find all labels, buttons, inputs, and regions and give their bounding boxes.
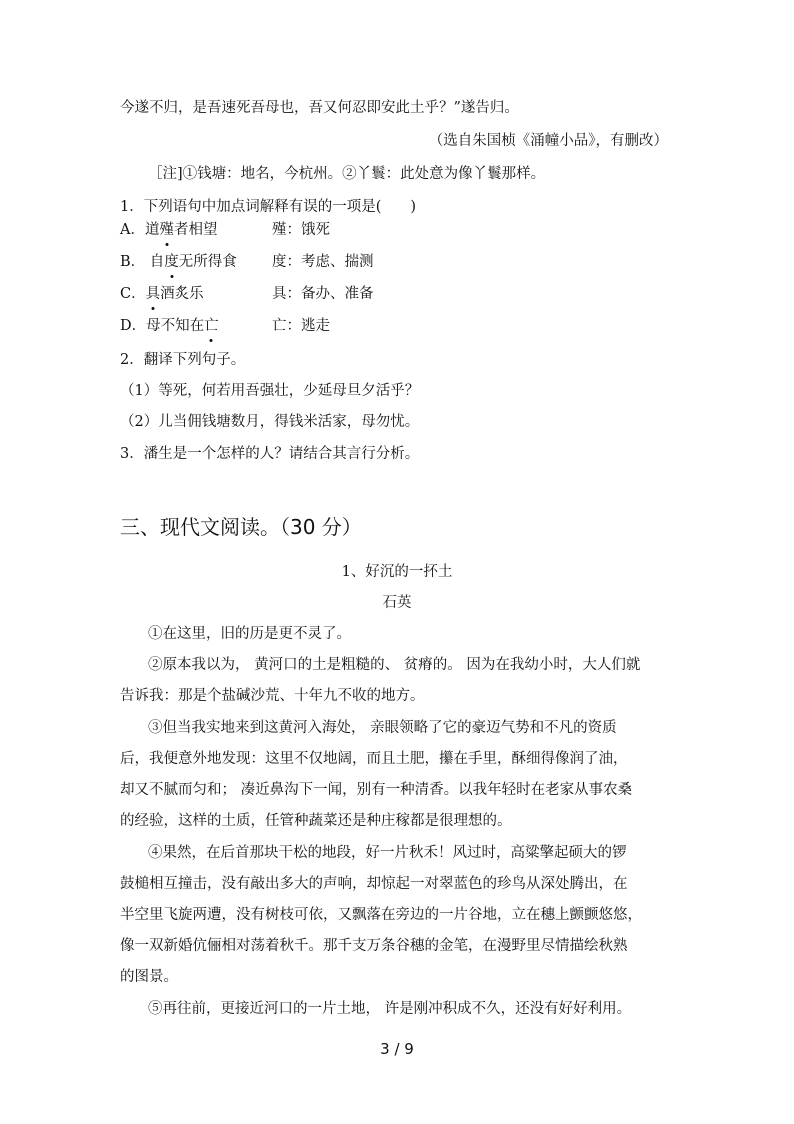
question-3-stem: 3．潘生是一个怎样的人？请结合其言行分析。 [120,446,420,462]
question-1-stem: 1．下列语句中加点词解释有误的一项是( ) [120,199,417,215]
option-c-gloss: 具：备办、准备 [272,286,374,302]
option-b-gloss: 度：考虑、揣测 [272,254,374,270]
option-a-dotted-word: 殣 [159,222,174,238]
option-c-dotted-word: 具 [145,286,161,302]
option-a-text: A．道 [120,222,160,238]
paragraph-line: 后，我便意外地发现：这里不仅地阔，而且土肥，攥在手里，酥细得像润了油， [120,751,628,767]
option-b-text: B． 自 [120,254,165,270]
option-b [120,252,680,272]
option-d [120,316,680,336]
option-c-text-rest: 酒炙乐 [160,286,204,302]
option-d-gloss: 亡：逃走 [272,318,330,334]
paragraph-line: 半空里飞旋两遭，没有树枝可依，又飘落在旁边的一片谷地，立在穗上颤颤悠悠， [120,907,642,923]
article-title: 1、好沉的一抔土 [341,564,453,580]
option-a-text-rest: 者相望 [173,222,218,238]
option-c [120,284,680,304]
article-author: 石英 [382,595,412,611]
paragraph-line: 像一双新婚伉俪相对荡着秋千。那千支万条谷穗的金笔，在漫野里尽情描绘秋熟 [120,938,628,954]
passage-line: 今遂不归，是吾速死吾母也，吾又何忍即安此土乎？”遂告归。 [120,100,519,116]
question-2-stem: 2．翻译下列句子。 [120,352,246,368]
option-b-dotted-word: 度 [164,254,179,270]
paragraph-line: ⑤再往前，更接近河口的一片土地， 许是刚冲积成不久，还没有好好利用。 [148,1001,632,1017]
option-a-gloss: 殣：饿死 [272,222,330,238]
option-c-text: C． [120,286,146,302]
paragraph-line: 的图景。 [120,969,178,985]
paragraph-line: 却又不腻而匀和； 凑近鼻沟下一闻，别有一种清香。以我年轻时在老家从事农桑 [120,782,633,798]
question-2-sentence-1: （1）等死，何若用吾强壮，少延母旦夕活乎？ [120,383,420,399]
paragraph-line: ②原本我以为， 黄河口的土是粗糙的、 贫瘠的。 因为在我幼小时，大人们就 [148,657,641,673]
question-2-sentence-2: （2）儿当佣钱塘数月，得钱米活家，母勿忧。 [120,414,420,430]
paragraph-line: ④果然，在后首那块干松的地段，好一片秋禾！风过时，高粱擎起硕大的锣 [148,845,627,861]
paragraph-line: ①在这里，旧的历是更不灵了。 [148,626,351,642]
paragraph-line: 的经验，这样的土质，任管种蔬菜还是种庄稼都是很理想的。 [120,813,512,829]
paragraph-line: 告诉我：那是个盐碱沙荒、十年九不收的地方。 [120,688,425,704]
option-d-dotted-word: 亡 [204,318,219,334]
option-a [120,220,680,240]
section-heading: 三、现代文阅读。（30 分） [120,515,362,539]
option-d-text: D．母不知在 [120,318,205,334]
source-citation: （选自朱国桢《涌幢小品》，有删改） [428,133,668,149]
page-number: 3 / 9 [380,1040,414,1058]
paragraph-line: ③但当我实地来到这黄河入海处， 亲眼领略了它的豪迈气势和不凡的资质 [148,720,617,736]
option-b-text-rest: 无所得食 [178,254,237,270]
annotation-note: ［注]①钱塘：地名，今杭州。②丫鬟：此处意为像丫鬟那样。 [148,166,546,182]
paragraph-line: 鼓槌相互撞击，没有敲出多大的声响，却惊起一对翠蓝色的珍鸟从深处腾出，在 [120,876,628,892]
